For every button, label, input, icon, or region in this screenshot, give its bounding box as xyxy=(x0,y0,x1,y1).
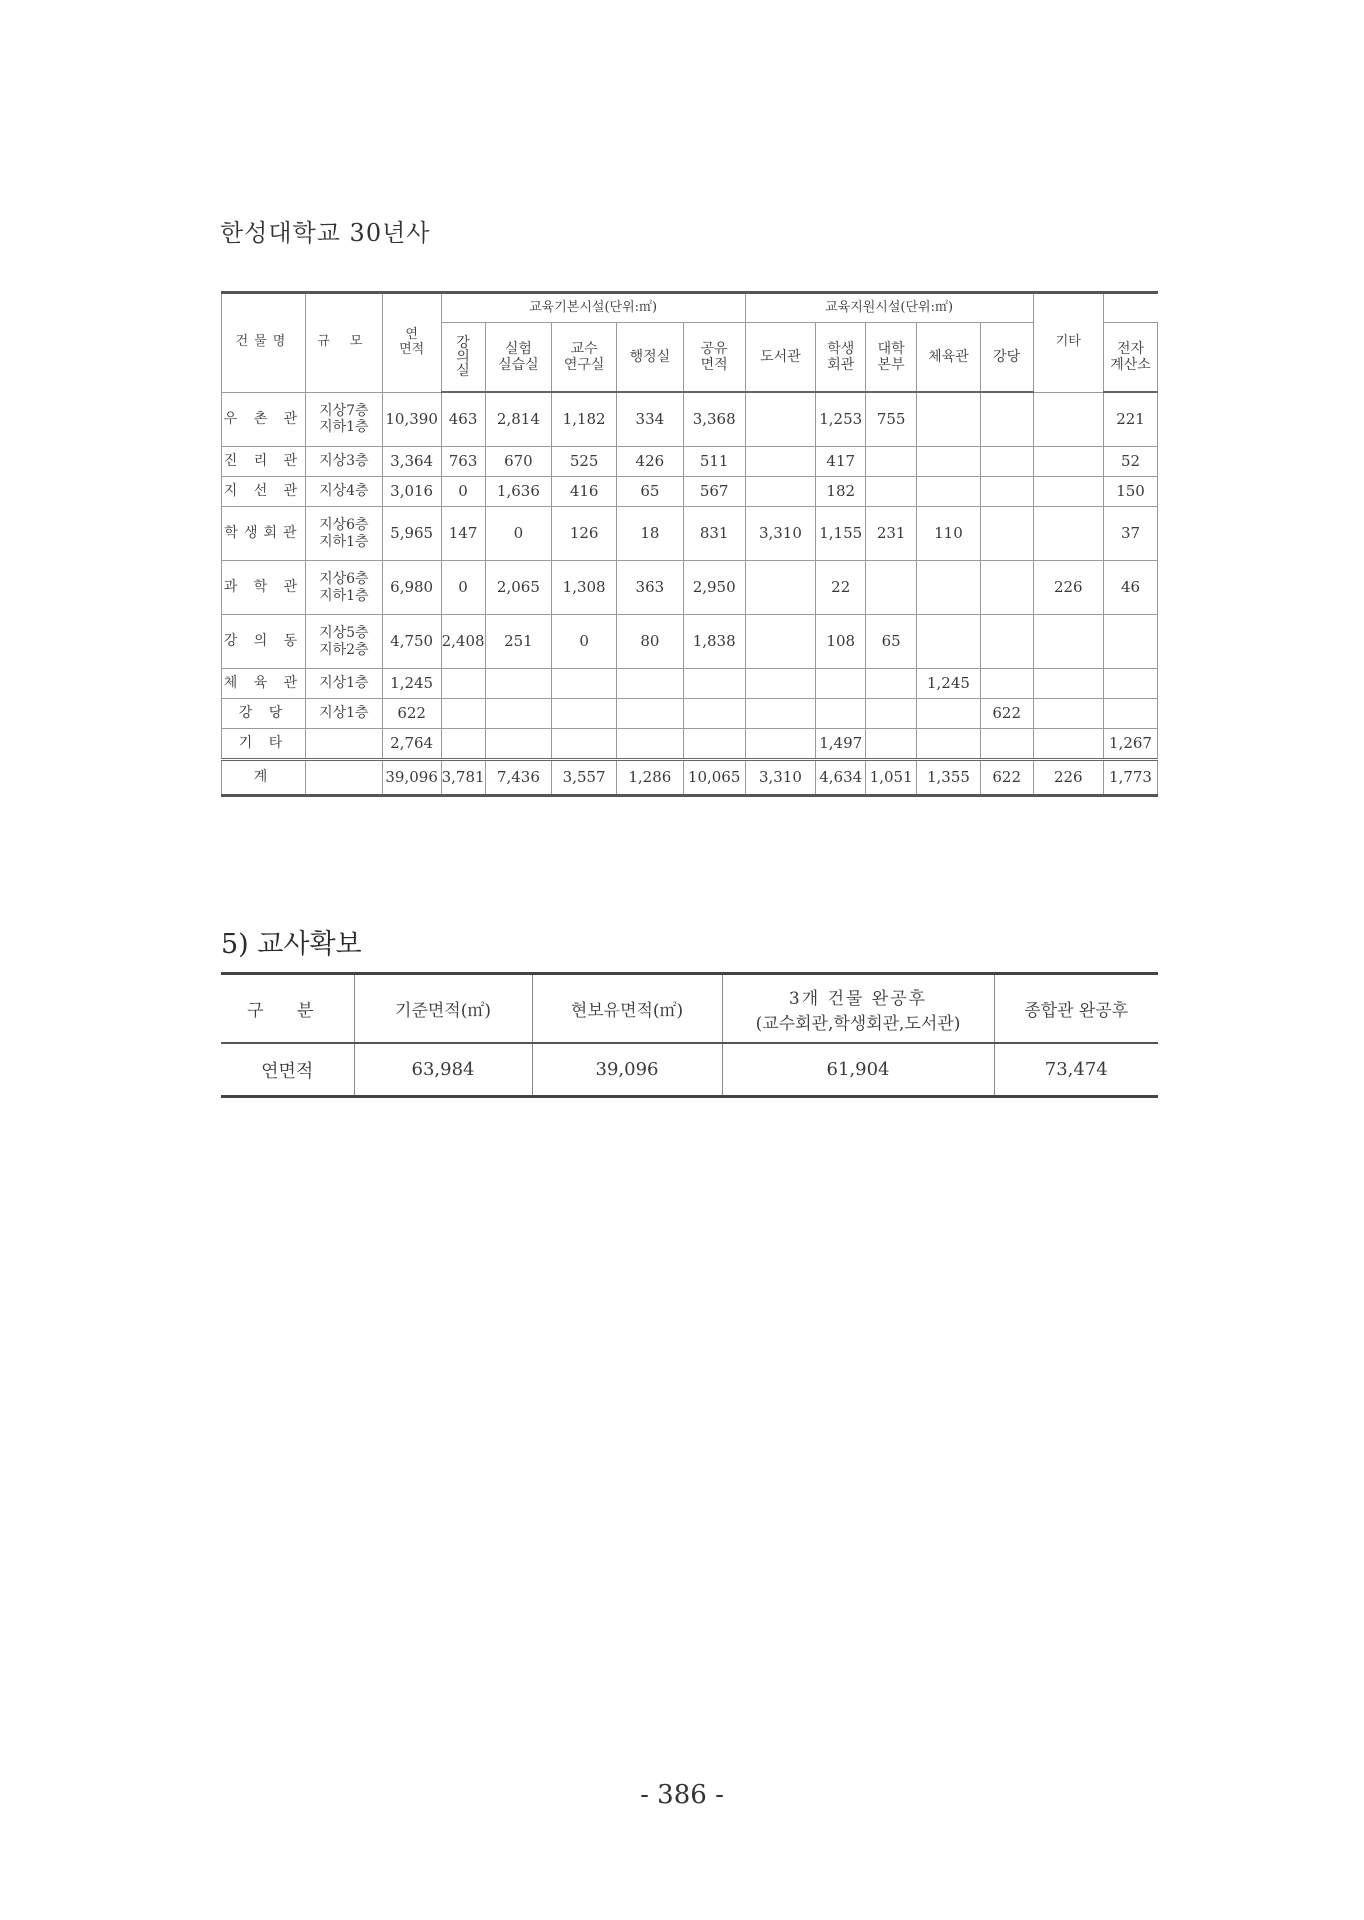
cell-univ-hq xyxy=(866,561,917,615)
cell-lecture: 0 xyxy=(441,561,485,615)
cell-univ-hq xyxy=(866,669,917,699)
group-header-basic: 교육기본시설(단위:㎡) xyxy=(441,293,745,323)
total-scale xyxy=(305,760,382,796)
cell-auditorium xyxy=(980,447,1033,477)
cell-shared: 3,368 xyxy=(683,392,745,447)
cell-shared xyxy=(683,699,745,729)
cell-other: 150 xyxy=(1104,477,1158,507)
cell-prof: 1,182 xyxy=(552,392,617,447)
cell-prof: 126 xyxy=(552,507,617,561)
total-student-hall: 4,634 xyxy=(816,760,866,796)
cell-univ-hq xyxy=(866,699,917,729)
cell-gym: 110 xyxy=(917,507,981,561)
building-name: 체 육 관 xyxy=(222,669,306,699)
col-header-building: 건물명 xyxy=(222,293,306,393)
area-table xyxy=(221,972,1158,1098)
cell-admin: 18 xyxy=(617,507,684,561)
table-row xyxy=(222,729,1158,760)
cell-admin: 334 xyxy=(617,392,684,447)
building-name: 기 타 xyxy=(222,729,306,760)
page-number: - 386 - xyxy=(640,1780,724,1810)
group-header-support: 교육지원시설(단위:㎡) xyxy=(745,293,1033,323)
col-header-lab: 실험 실습실 xyxy=(485,323,552,393)
cell-lab: 2,814 xyxy=(485,392,552,447)
cell-area: 4,750 xyxy=(382,615,441,669)
building-name: 과 학 관 xyxy=(222,561,306,615)
cell-shared: 831 xyxy=(683,507,745,561)
building-scale: 지상6층 지하1층 xyxy=(305,561,382,615)
cell-lab: 251 xyxy=(485,615,552,669)
cell-area: 2,764 xyxy=(382,729,441,760)
building-scale: 지상4층 xyxy=(305,477,382,507)
cell-other: 37 xyxy=(1104,507,1158,561)
total-row xyxy=(222,760,1158,796)
area-standard-value: 63,984 xyxy=(354,1043,532,1097)
cell-univ-hq xyxy=(866,477,917,507)
building-name: 강 의 동 xyxy=(222,615,306,669)
area-header-category: 구 분 xyxy=(221,974,354,1044)
area-current-value: 39,096 xyxy=(532,1043,722,1097)
cell-lab: 1,636 xyxy=(485,477,552,507)
table-row xyxy=(222,477,1158,507)
total-library: 3,310 xyxy=(745,760,816,796)
cell-other xyxy=(1104,615,1158,669)
cell-gym xyxy=(917,729,981,760)
cell-gym xyxy=(917,447,981,477)
cell-computer xyxy=(1033,699,1103,729)
col-header-gym: 체육관 xyxy=(917,323,981,393)
building-scale: 지상7층 지하1층 xyxy=(305,392,382,447)
cell-lecture: 763 xyxy=(441,447,485,477)
cell-area: 1,245 xyxy=(382,669,441,699)
total-gym: 1,355 xyxy=(917,760,981,796)
area-row-label: 연면적 xyxy=(221,1043,354,1097)
cell-admin xyxy=(617,669,684,699)
building-scale: 지상3층 xyxy=(305,447,382,477)
cell-gym: 1,245 xyxy=(917,669,981,699)
cell-student-hall: 22 xyxy=(816,561,866,615)
cell-auditorium xyxy=(980,615,1033,669)
area-header-after-three: 3개 건물 완공후 (교수회관,학생회관,도서관) xyxy=(722,974,994,1044)
building-scale: 지상6층 지하1층 xyxy=(305,507,382,561)
cell-library xyxy=(745,477,816,507)
cell-admin: 65 xyxy=(617,477,684,507)
cell-lecture: 463 xyxy=(441,392,485,447)
cell-auditorium xyxy=(980,729,1033,760)
col-header-other: 기타 xyxy=(1033,293,1103,393)
cell-area: 5,965 xyxy=(382,507,441,561)
building-name: 지 선 관 xyxy=(222,477,306,507)
building-name: 진 리 관 xyxy=(222,447,306,477)
cell-shared xyxy=(683,669,745,699)
building-scale: 지상5층 지하2층 xyxy=(305,615,382,669)
cell-lecture xyxy=(441,699,485,729)
cell-prof: 416 xyxy=(552,477,617,507)
col-header-area: 연 면적 xyxy=(382,293,441,393)
cell-other xyxy=(1104,699,1158,729)
cell-library xyxy=(745,447,816,477)
cell-other: 46 xyxy=(1104,561,1158,615)
cell-computer xyxy=(1033,392,1103,447)
building-name: 학생회관 xyxy=(222,507,306,561)
cell-other xyxy=(1104,669,1158,699)
cell-shared xyxy=(683,729,745,760)
total-area: 39,096 xyxy=(382,760,441,796)
col-header-shared: 공유 면적 xyxy=(683,323,745,393)
table-row xyxy=(222,669,1158,699)
cell-student-hall: 1,253 xyxy=(816,392,866,447)
cell-student-hall: 108 xyxy=(816,615,866,669)
cell-student-hall: 182 xyxy=(816,477,866,507)
cell-other: 52 xyxy=(1104,447,1158,477)
cell-computer xyxy=(1033,615,1103,669)
col-header-lecture: 강 의 실 xyxy=(441,323,485,393)
cell-computer xyxy=(1033,447,1103,477)
section-heading: 5) 교사확보 xyxy=(221,929,362,960)
cell-auditorium xyxy=(980,669,1033,699)
cell-computer xyxy=(1033,729,1103,760)
cell-computer xyxy=(1033,669,1103,699)
cell-shared: 567 xyxy=(683,477,745,507)
cell-computer: 226 xyxy=(1033,561,1103,615)
cell-lecture xyxy=(441,669,485,699)
cell-auditorium: 622 xyxy=(980,699,1033,729)
total-univ-hq: 1,051 xyxy=(866,760,917,796)
cell-library xyxy=(745,699,816,729)
cell-shared: 511 xyxy=(683,447,745,477)
col-header-student-hall: 학생 회관 xyxy=(816,323,866,393)
cell-student-hall: 1,155 xyxy=(816,507,866,561)
building-scale xyxy=(305,729,382,760)
col-header-scale: 규 모 xyxy=(305,293,382,393)
total-prof: 3,557 xyxy=(552,760,617,796)
cell-library xyxy=(745,392,816,447)
cell-library xyxy=(745,615,816,669)
cell-auditorium xyxy=(980,392,1033,447)
area-header-current: 현보유면적(㎡) xyxy=(532,974,722,1044)
cell-admin: 80 xyxy=(617,615,684,669)
cell-area: 622 xyxy=(382,699,441,729)
cell-student-hall: 1,497 xyxy=(816,729,866,760)
cell-library xyxy=(745,669,816,699)
cell-prof: 0 xyxy=(552,615,617,669)
cell-student-hall xyxy=(816,669,866,699)
cell-univ-hq: 231 xyxy=(866,507,917,561)
cell-lecture: 147 xyxy=(441,507,485,561)
running-header: 한성대학교 30년사 xyxy=(220,219,431,247)
cell-prof xyxy=(552,729,617,760)
cell-admin xyxy=(617,729,684,760)
cell-lab xyxy=(485,669,552,699)
cell-admin: 363 xyxy=(617,561,684,615)
col-header-computer: 전자 계산소 xyxy=(1104,323,1158,393)
cell-lab xyxy=(485,699,552,729)
area-header-standard: 기준면적(㎡) xyxy=(354,974,532,1044)
area-after-three-value: 61,904 xyxy=(722,1043,994,1097)
cell-shared: 2,950 xyxy=(683,561,745,615)
cell-admin xyxy=(617,699,684,729)
cell-area: 10,390 xyxy=(382,392,441,447)
table-row xyxy=(222,392,1158,447)
cell-lecture: 0 xyxy=(441,477,485,507)
cell-other: 1,267 xyxy=(1104,729,1158,760)
cell-gym xyxy=(917,699,981,729)
cell-lab: 670 xyxy=(485,447,552,477)
building-scale: 지상1층 xyxy=(305,669,382,699)
total-other: 1,773 xyxy=(1104,760,1158,796)
cell-lecture xyxy=(441,729,485,760)
cell-univ-hq: 65 xyxy=(866,615,917,669)
cell-lab xyxy=(485,729,552,760)
total-lecture: 3,781 xyxy=(441,760,485,796)
cell-gym xyxy=(917,561,981,615)
col-header-admin: 행정실 xyxy=(617,323,684,393)
facility-table xyxy=(221,291,1158,797)
cell-computer xyxy=(1033,477,1103,507)
cell-lab: 0 xyxy=(485,507,552,561)
cell-gym xyxy=(917,615,981,669)
cell-student-hall: 417 xyxy=(816,447,866,477)
building-scale: 지상1층 xyxy=(305,699,382,729)
cell-library: 3,310 xyxy=(745,507,816,561)
cell-prof xyxy=(552,669,617,699)
col-header-library: 도서관 xyxy=(745,323,816,393)
area-header-after-complex: 종합관 완공후 xyxy=(994,974,1158,1044)
total-auditorium: 622 xyxy=(980,760,1033,796)
cell-library xyxy=(745,561,816,615)
cell-student-hall xyxy=(816,699,866,729)
cell-auditorium xyxy=(980,507,1033,561)
col-header-prof: 교수 연구실 xyxy=(552,323,617,393)
cell-univ-hq xyxy=(866,447,917,477)
cell-lab: 2,065 xyxy=(485,561,552,615)
cell-univ-hq: 755 xyxy=(866,392,917,447)
cell-gym xyxy=(917,392,981,447)
col-header-univ-hq: 대학 본부 xyxy=(866,323,917,393)
building-name: 강 당 xyxy=(222,699,306,729)
cell-prof: 1,308 xyxy=(552,561,617,615)
area-after-complex-value: 73,474 xyxy=(994,1043,1158,1097)
total-admin: 1,286 xyxy=(617,760,684,796)
total-computer: 226 xyxy=(1033,760,1103,796)
table-row xyxy=(222,615,1158,669)
building-name: 우 촌 관 xyxy=(222,392,306,447)
cell-prof xyxy=(552,699,617,729)
cell-gym xyxy=(917,477,981,507)
table-row xyxy=(222,561,1158,615)
cell-admin: 426 xyxy=(617,447,684,477)
table-row xyxy=(222,447,1158,477)
total-shared: 10,065 xyxy=(683,760,745,796)
cell-shared: 1,838 xyxy=(683,615,745,669)
col-header-auditorium: 강당 xyxy=(980,323,1033,393)
total-label: 계 xyxy=(222,760,306,796)
cell-area: 3,016 xyxy=(382,477,441,507)
cell-area: 6,980 xyxy=(382,561,441,615)
cell-area: 3,364 xyxy=(382,447,441,477)
table-row xyxy=(222,507,1158,561)
cell-univ-hq xyxy=(866,729,917,760)
cell-other: 221 xyxy=(1104,392,1158,447)
cell-auditorium xyxy=(980,477,1033,507)
cell-auditorium xyxy=(980,561,1033,615)
total-lab: 7,436 xyxy=(485,760,552,796)
cell-prof: 525 xyxy=(552,447,617,477)
table-row xyxy=(222,699,1158,729)
cell-lecture: 2,408 xyxy=(441,615,485,669)
cell-library xyxy=(745,729,816,760)
cell-computer xyxy=(1033,507,1103,561)
